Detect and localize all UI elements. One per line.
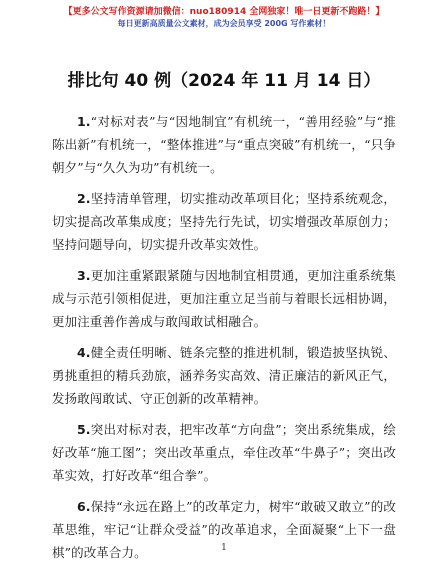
paragraph-text: “对标对表”与“因地制宜”有机统一，“善用经验”与“推陈出新”有机统一，“整体推进”与“重点突破”有机统一，“只争朝夕”与“久久为功”有机统一。 (52, 114, 396, 175)
banner-subtitle-line: 每日更新高质量公文素材，成为会员享受 200G 写作素材！ (117, 19, 331, 28)
paragraph-text: 健全责任明晰、链条完整的推进机制，锻造披坚执锐、勇挑重担的精兵劲旅，涵养务实高效、清正廉洁的新风正气，发扬敢闯敢试、守正创新的改革精神。 (52, 345, 396, 406)
paragraph-4 (52, 341, 396, 410)
header-banner (0, 6, 448, 30)
paragraph-number: 2. (77, 191, 91, 206)
paragraph-number: 3. (77, 268, 91, 283)
paragraph-text: 坚持清单管理，切实推动改革项目化；坚持系统观念，切实提高改革集成度；坚持先行先试，切实增强改革原创力；坚持问题导向，切实提升改革实效性。 (52, 191, 396, 252)
paragraph-number: 5. (77, 422, 91, 437)
paragraph-text: 突出对标对表，把牢改革“方向盘”；突出系统集成，绘好改革“施工图”；突出改革重点，牵住改革“牛鼻子”；突出改革实效，打好改革“组合拳”。 (52, 422, 396, 483)
document-title: 排比句 40 例（2024 年 11 月 14 日） (67, 71, 381, 91)
paragraph-6 (52, 495, 396, 564)
paragraph-3 (52, 264, 396, 333)
paragraph-number: 1. (77, 114, 91, 129)
paragraph-1 (52, 110, 396, 179)
page-number: 1 (221, 543, 227, 553)
banner-promo-line: 【更多公文写作资源请加微信：nuo180914 全网独家！唯一日更新不跑路！】 (63, 7, 385, 17)
paragraph-5 (52, 418, 396, 487)
paragraph-number: 6. (77, 499, 91, 514)
document-body (52, 110, 396, 572)
paragraph-2 (52, 187, 396, 256)
paragraph-text: 保持“永远在路上”的改革定力，树牢“敢破又敢立”的改革思维，牢记“让群众受益”的改革追求，全面凝聚“上下一盘棋”的改革合力。 (52, 499, 396, 560)
paragraph-number: 4. (77, 345, 91, 360)
paragraph-text: 更加注重紧跟紧随与因地制宜相贯通，更加注重系统集成与示范引领相促进，更加注重立足当前与着眼长远相协调，更加注重善作善成与敢闯敢试相融合。 (52, 268, 396, 329)
